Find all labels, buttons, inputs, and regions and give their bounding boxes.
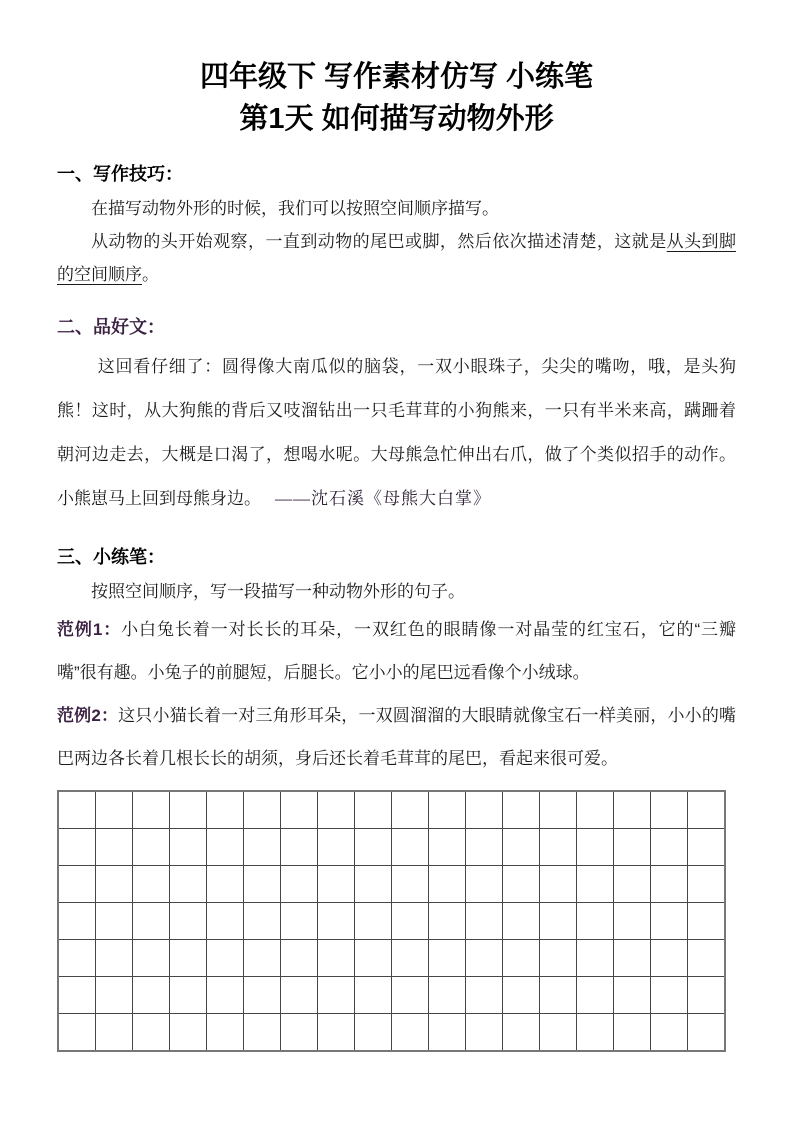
section1-paragraph-2-underlined: 从头到脚的空间顺序 <box>57 232 737 284</box>
grid-cell <box>207 829 244 866</box>
grid-cell <box>614 1014 651 1052</box>
section-writing-skills <box>57 160 736 291</box>
grid-cell <box>318 903 355 940</box>
grid-cell <box>577 940 614 977</box>
grid-cell <box>614 903 651 940</box>
grid-cell <box>540 1014 577 1052</box>
grid-cell <box>355 903 392 940</box>
grid-cell <box>318 791 355 829</box>
grid-cell <box>318 977 355 1014</box>
grid-cell <box>133 903 170 940</box>
grid-cell <box>577 977 614 1014</box>
grid-cell <box>281 940 318 977</box>
section1-heading: 一、写作技巧： <box>57 164 183 184</box>
grid-cell <box>355 977 392 1014</box>
grid-cell <box>688 1014 726 1052</box>
grid-cell <box>281 866 318 903</box>
grid-cell <box>540 829 577 866</box>
grid-cell <box>207 866 244 903</box>
section1-paragraph-2-text: 从动物的头开始观察，一直到动物的尾巴或脚，然后依次描述清楚，这就是 <box>91 232 667 251</box>
grid-cell <box>614 866 651 903</box>
grid-cell <box>614 829 651 866</box>
grid-cell <box>58 829 96 866</box>
grid-cell <box>540 791 577 829</box>
grid-cell <box>355 940 392 977</box>
grid-cell <box>429 829 466 866</box>
grid-cell <box>58 1014 96 1052</box>
writing-grid <box>57 790 726 1052</box>
grid-cell <box>318 940 355 977</box>
grid-cell <box>170 1014 207 1052</box>
grid-cell <box>318 829 355 866</box>
grid-cell <box>466 866 503 903</box>
grid-cell <box>503 1014 540 1052</box>
grid-cell <box>688 940 726 977</box>
grid-cell <box>429 866 466 903</box>
section2-passage <box>57 345 736 521</box>
grid-cell <box>133 866 170 903</box>
section2-attribution: ——沈石溪《母熊大白掌》 <box>275 489 491 508</box>
example-1-text: 小白兔长着一对长长的耳朵，一双红色的眼睛像一对晶莹的红宝石，它的“三瓣嘴”很有趣。小兔子的前腿短，后腿长。它小小的尾巴远看像个小绒球。 <box>57 620 736 682</box>
grid-cell <box>58 791 96 829</box>
grid-cell <box>207 903 244 940</box>
grid-cell <box>614 977 651 1014</box>
grid-cell <box>688 791 726 829</box>
grid-cell <box>58 977 96 1014</box>
example-1 <box>57 608 736 694</box>
example-2-text: 这只小猫长着一对三角形耳朵，一双圆溜溜的大眼睛就像宝石一样美丽，小小的嘴巴两边各长着几根长长的胡须，身后还长着毛茸茸的尾巴，看起来很可爱。 <box>57 706 736 768</box>
grid-cell <box>244 1014 281 1052</box>
grid-cell <box>688 829 726 866</box>
grid-cell <box>281 791 318 829</box>
example-1-label: 范例1： <box>57 620 122 639</box>
grid-cell <box>392 866 429 903</box>
grid-cell <box>688 866 726 903</box>
grid-cell <box>651 977 688 1014</box>
grid-cell <box>96 977 133 1014</box>
grid-cell <box>58 940 96 977</box>
grid-cell <box>540 977 577 1014</box>
grid-cell <box>207 977 244 1014</box>
grid-cell <box>244 791 281 829</box>
grid-cell <box>244 940 281 977</box>
grid-cell <box>429 903 466 940</box>
grid-cell <box>392 829 429 866</box>
grid-cell <box>503 977 540 1014</box>
page-subtitle: 第1天 如何描写动物外形 <box>239 103 554 135</box>
page-title: 四年级下 写作素材仿写 小练笔 <box>199 61 594 93</box>
grid-row <box>58 866 725 903</box>
grid-cell <box>281 1014 318 1052</box>
grid-cell <box>503 829 540 866</box>
grid-cell <box>651 903 688 940</box>
grid-cell <box>540 866 577 903</box>
grid-cell <box>466 1014 503 1052</box>
grid-cell <box>503 940 540 977</box>
grid-cell <box>392 977 429 1014</box>
grid-cell <box>96 1014 133 1052</box>
section1-paragraph-2-period: 。 <box>142 265 159 284</box>
grid-cell <box>170 940 207 977</box>
grid-row <box>58 791 725 829</box>
grid-cell <box>244 977 281 1014</box>
section-practice <box>57 543 736 780</box>
grid-cell <box>133 940 170 977</box>
grid-cell <box>466 940 503 977</box>
grid-cell <box>170 866 207 903</box>
grid-cell <box>392 791 429 829</box>
grid-cell <box>207 1014 244 1052</box>
section3-instruction: 按照空间顺序，写一段描写一种动物外形的句子。 <box>91 582 465 601</box>
grid-cell <box>133 829 170 866</box>
grid-cell <box>281 903 318 940</box>
grid-cell <box>466 903 503 940</box>
grid-cell <box>651 866 688 903</box>
grid-cell <box>577 903 614 940</box>
section2-heading: 二、品好文： <box>57 317 165 337</box>
grid-cell <box>577 791 614 829</box>
grid-cell <box>170 903 207 940</box>
grid-cell <box>96 866 133 903</box>
grid-cell <box>429 1014 466 1052</box>
grid-cell <box>133 1014 170 1052</box>
grid-cell <box>429 940 466 977</box>
grid-cell <box>355 866 392 903</box>
example-2 <box>57 694 736 780</box>
grid-cell <box>170 791 207 829</box>
grid-cell <box>688 903 726 940</box>
example-2-label: 范例2： <box>57 706 119 725</box>
grid-cell <box>170 829 207 866</box>
grid-cell <box>392 940 429 977</box>
grid-cell <box>318 1014 355 1052</box>
grid-cell <box>96 940 133 977</box>
grid-cell <box>503 866 540 903</box>
grid-row <box>58 829 725 866</box>
grid-cell <box>58 866 96 903</box>
grid-cell <box>244 829 281 866</box>
grid-cell <box>614 791 651 829</box>
grid-cell <box>429 791 466 829</box>
grid-cell <box>281 829 318 866</box>
grid-cell <box>96 791 133 829</box>
grid-row <box>58 940 725 977</box>
grid-cell <box>96 829 133 866</box>
grid-cell <box>429 977 466 1014</box>
grid-cell <box>577 866 614 903</box>
grid-cell <box>244 903 281 940</box>
section2-passage-text: 这回看仔细了：圆得像大南瓜似的脑袋，一双小眼珠子，尖尖的嘴吻，哦，是头狗熊！这时，从大狗熊的背后又吱溜钻出一只毛茸茸的小狗熊来，一只有半米来高，蹒跚着朝河边走去，大概是口渴了，想喝水呢。大母熊急忙伸出右爪，做了个类似招手的动作。小熊崽马上回到母熊身边。 <box>57 357 736 508</box>
grid-cell <box>392 903 429 940</box>
grid-row <box>58 903 725 940</box>
grid-cell <box>466 791 503 829</box>
grid-cell <box>688 977 726 1014</box>
grid-cell <box>281 977 318 1014</box>
grid-cell <box>355 1014 392 1052</box>
grid-cell <box>614 940 651 977</box>
grid-cell <box>577 829 614 866</box>
grid-cell <box>244 866 281 903</box>
grid-row <box>58 977 725 1014</box>
grid-cell <box>651 940 688 977</box>
grid-cell <box>651 1014 688 1052</box>
grid-cell <box>133 791 170 829</box>
grid-cell <box>133 977 170 1014</box>
grid-cell <box>466 829 503 866</box>
grid-cell <box>207 791 244 829</box>
grid-cell <box>503 903 540 940</box>
section1-paragraph-1: 在描写动物外形的时候，我们可以按照空间顺序描写。 <box>91 199 499 218</box>
section1-paragraph-2 <box>57 225 736 291</box>
grid-cell <box>651 791 688 829</box>
grid-cell <box>355 829 392 866</box>
grid-cell <box>577 1014 614 1052</box>
grid-cell <box>170 977 207 1014</box>
grid-cell <box>540 940 577 977</box>
section3-heading: 三、小练笔： <box>57 547 165 567</box>
grid-cell <box>651 829 688 866</box>
section-good-passage <box>57 313 736 521</box>
grid-cell <box>392 1014 429 1052</box>
grid-cell <box>503 791 540 829</box>
grid-row <box>58 1014 725 1052</box>
grid-cell <box>318 866 355 903</box>
grid-cell <box>466 977 503 1014</box>
grid-cell <box>355 791 392 829</box>
grid-cell <box>207 940 244 977</box>
grid-cell <box>58 903 96 940</box>
grid-cell <box>96 903 133 940</box>
grid-cell <box>540 903 577 940</box>
